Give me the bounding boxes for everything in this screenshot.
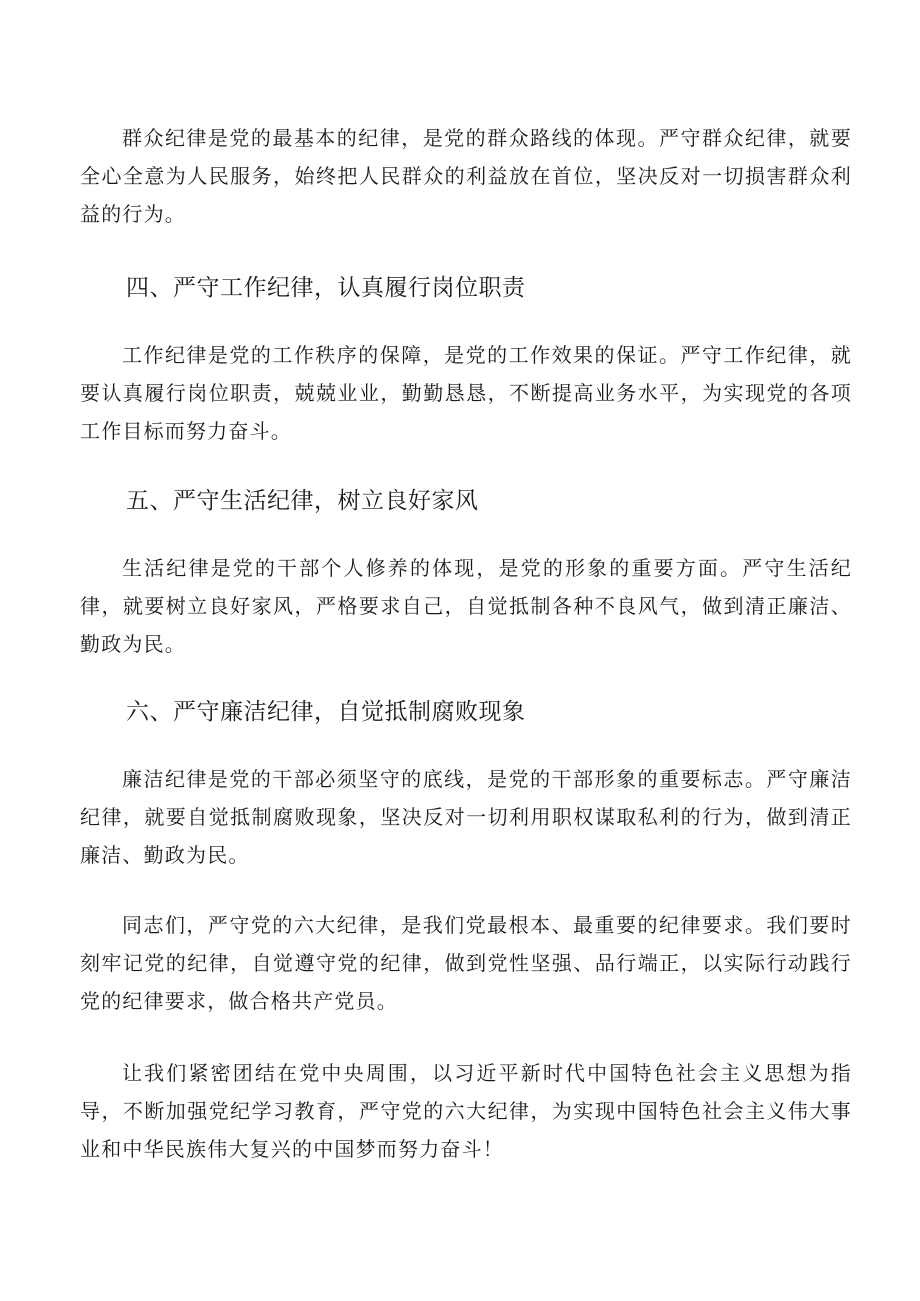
paragraph-closing-call: 让我们紧密团结在党中央周围，以习近平新时代中国特色社会主义思想为指导，不断加强党纪学习教育，严守党的六大纪律，为实现中国特色社会主义伟大事业和中华民族伟大复兴的中国梦而努力奋斗！ <box>80 1061 852 1161</box>
heading-work-discipline: 四、严守工作纪律，认真履行岗位职责 <box>126 275 526 301</box>
heading-integrity-discipline: 六、严守廉洁纪律，自觉抵制腐败现象 <box>126 699 526 725</box>
paragraph-integrity-discipline: 廉洁纪律是党的干部必须坚守的底线，是党的干部形象的重要标志。严守廉洁纪律，就要自觉抵制腐败现象，坚决反对一切利用职权谋取私利的行为，做到清正廉洁、勤政为民。 <box>80 767 852 867</box>
paragraph-work-discipline: 工作纪律是党的工作秩序的保障，是党的工作效果的保证。严守工作纪律，就要认真履行岗位职责，兢兢业业，勤勤恳恳，不断提高业务水平，为实现党的各项工作目标而努力奋斗。 <box>80 343 852 443</box>
paragraph-life-discipline: 生活纪律是党的干部个人修养的体现，是党的形象的重要方面。严守生活纪律，就要树立良好家风，严格要求自己，自觉抵制各种不良风气，做到清正廉洁、勤政为民。 <box>80 556 852 656</box>
paragraph-mass-discipline: 群众纪律是党的最基本的纪律，是党的群众路线的体现。严守群众纪律，就要全心全意为人民服务，始终把人民群众的利益放在首位，坚决反对一切损害群众利益的行为。 <box>80 126 852 226</box>
paragraph-summary: 同志们，严守党的六大纪律，是我们党最根本、最重要的纪律要求。我们要时刻牢记党的纪律，自觉遵守党的纪律，做到党性坚强、品行端正，以实际行动践行党的纪律要求，做合格共产党员。 <box>80 913 852 1013</box>
heading-life-discipline: 五、严守生活纪律，树立良好家风 <box>126 488 479 514</box>
